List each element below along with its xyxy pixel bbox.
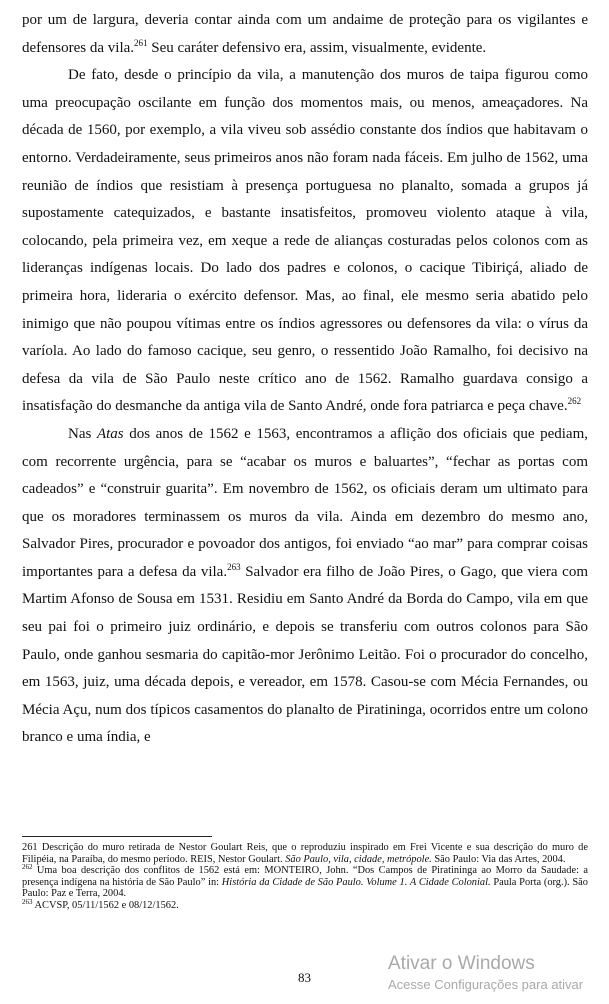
- footnote-number: 263: [22, 897, 33, 906]
- footnote-ref-262: 262: [567, 396, 582, 407]
- footnote-text: Paula Porta (org.). São Paulo: Paz e Terra, 2004.: [22, 876, 588, 899]
- footnote-divider: [22, 836, 212, 837]
- paragraph-1: [22, 7, 588, 62]
- footnote-text: São Paulo: Via das Artes, 2004.: [431, 853, 566, 865]
- footnote-262: [22, 865, 588, 900]
- footnote-ref-263: 263: [227, 561, 241, 572]
- paragraph-text: por um de largura, deveria contar ainda com um andaime de proteção para os vigilantes e defensores da vila.: [22, 12, 588, 56]
- footnote-text: Uma boa descrição dos conflitos de 1562 está em: MONTEIRO, John. “Dos Campos de Piratininga ao Morro da Saudade: a presença indígena na história de São Paulo” in:: [22, 865, 588, 888]
- footnote-text: Descrição do muro retirada de Nestor Goulart Reis, que o reproduziu inspirado em Frei Vicente e sua descrição do muro de Filipéia, na Paraíba, do mesmo período. REIS, Nestor Goulart.: [22, 842, 588, 865]
- footnote-italic: História da Cidade de São Paulo. Volume 1. A Cidade Colonial.: [221, 876, 491, 888]
- paragraph-3: [22, 421, 588, 752]
- footnote-ref-261: 261: [134, 37, 148, 48]
- atas-italic: Atas: [96, 425, 124, 442]
- paragraph-text: De fato, desde o princípio da vila, a manutenção dos muros de taipa figurou como uma preocupação oscilante em função dos momentos mais, ou menos, ameaçadores. Na década de 1560, por exemplo, a vila viveu sob assédio constante dos índios que habitavam o entorno. Verdadeiramente, seus primeiros anos não foram nada fáceis. Em julho de 1562, uma reunião de índios que resistiam à presença portuguesa no planalto, somada a grupos já supostamente catequizados, e bastante insatisfeitos, promoveu violento ataque à vila, colocando, pela primeira vez, em xeque a rede de alianças costuradas pelos colonos com as lideranças indígenas locais. Do lado dos padres e colonos, o cacique Tibiriçá, aliado de primeira hora, lideraria o exército defensor. Mas, ao final, ele mesmo seria abatido pelo inimigo que não poupou vítimas entre os índios agressores ou defensores da vila: o vírus da varíola. Ao lado do famoso cacique, seu genro, o ressentido João Ramalho, foi decisivo na defesa da vila de São Paulo neste crítico ano de 1562. Ramalho guardava consigo a insatisfação do desmanche da antiga vila de Santo André, onde fora patriarca e peça chave.: [22, 67, 588, 415]
- paragraph-text: dos anos de 1562 e 1563, encontramos a aflição dos oficiais que pediam, com recorrente urgência, para se “acabar os muros e baluartes”, “fechar as portas com cadeados” e “construir guarita”. Em novembro de 1562, os oficiais deram um ultimato para que os moradores terminassem os muros da vila. Ainda em dezembro do mesmo ano, Salvador Pires, procurador e povoador dos antigos, foi enviado “ao mar” para comprar coisas importantes para a defesa da vila.: [22, 425, 589, 580]
- paragraph-2: [22, 62, 588, 421]
- main-text: [22, 7, 588, 752]
- footnote-261: [22, 842, 588, 865]
- paragraph-text: Salvador era filho de João Pires, o Gago, que viera com Martim Afonso de Sousa em 1531. Residiu em Santo André da Borda do Campo, vila em que seu pai foi o primeiro juiz ordinário, e depois se transferiu com outros colonos para São Paulo, onde ganhou sesmaria do capitão-mor Jerônimo Leitão. Foi o procurador do concelho, em 1563, juiz, uma década depois, e vereador, em 1578. Casou-se com Mécia Fernandes, ou Mécia Açu, num dos típicos casamentos do planalto de Piratininga, ocorridos entre um colono branco e uma índia, e: [22, 563, 588, 746]
- paragraph-text: Nas: [68, 425, 97, 442]
- watermark-subtitle: Acesse Configurações para ativar: [388, 977, 584, 992]
- footnotes: [22, 842, 588, 911]
- footnote-text: ACVSP, 05/11/1562 e 08/12/1562.: [32, 899, 179, 911]
- footnote-number: 262: [22, 863, 33, 871]
- watermark-title: Ativar o Windows: [388, 953, 535, 974]
- footnote-number: 261: [22, 842, 38, 853]
- page-number: 83: [298, 970, 311, 985]
- paragraph-text: Seu caráter defensivo era, assim, visualmente, evidente.: [147, 39, 487, 56]
- footnote-italic: São Paulo, vila, cidade, metrópole.: [285, 853, 432, 865]
- windows-activation-watermark: [388, 952, 609, 994]
- footnote-263: [22, 897, 588, 912]
